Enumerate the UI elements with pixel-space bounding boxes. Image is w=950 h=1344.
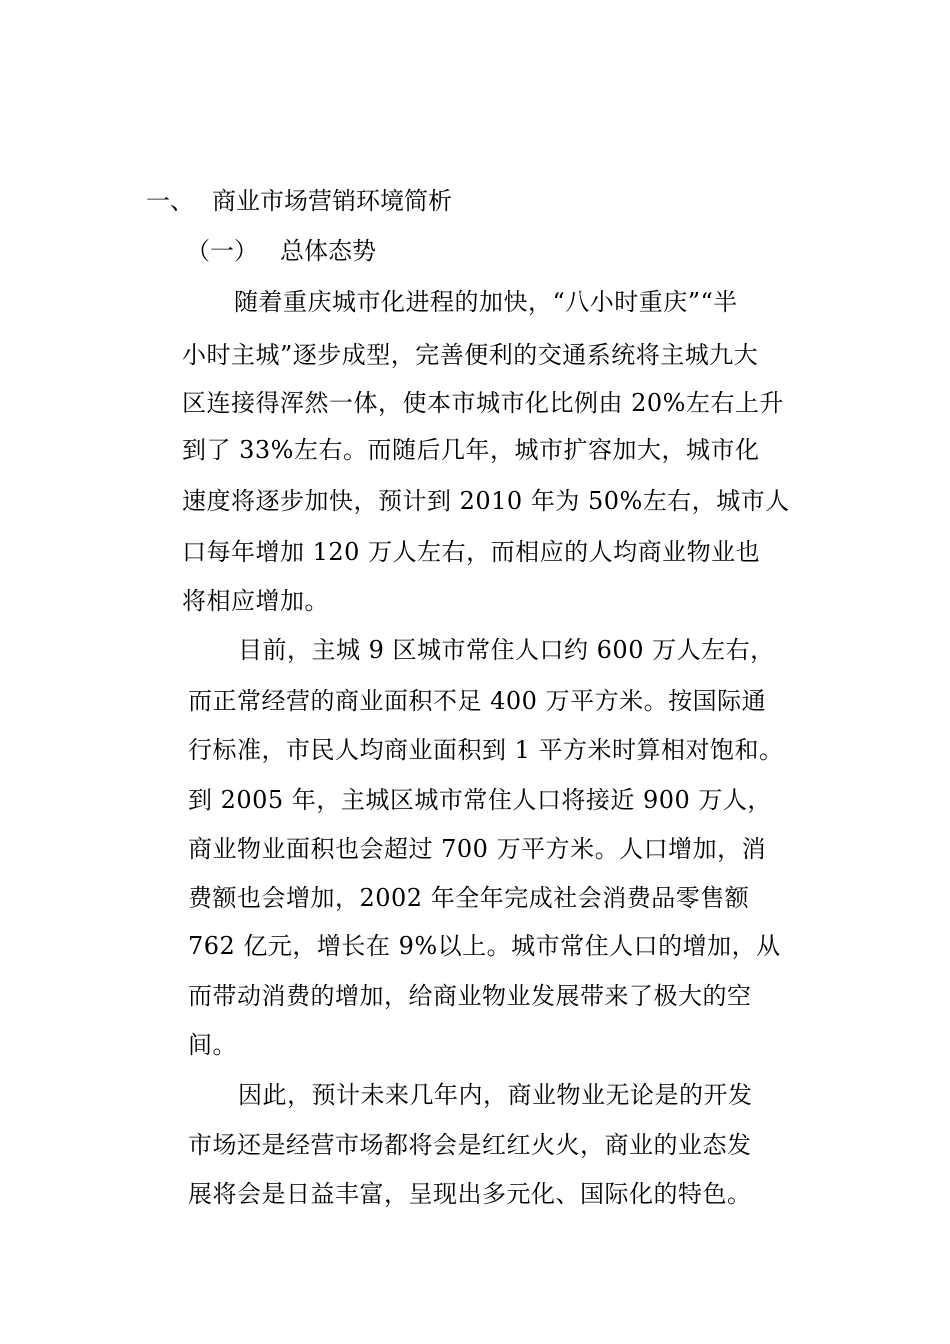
paragraph-line: 间。: [188, 1031, 237, 1059]
paragraph-line: 而带动消费的增加，给商业物业发展带来了极大的空: [188, 982, 752, 1010]
heading2-title: 总体态势: [280, 237, 376, 265]
paragraph-line: 小时主城”逐步成型，完善便利的交通系统将主城九大: [182, 341, 759, 369]
paragraph-line: 区连接得浑然一体，使本市城市化比例由 20%左右上升: [182, 389, 784, 417]
paragraph-line: 口每年增加 120 万人左右，而相应的人均商业物业也: [182, 538, 761, 566]
heading2-number: （一）: [186, 237, 258, 265]
paragraph-line: 随着重庆城市化进程的加快，“八小时重庆”“半: [234, 288, 738, 316]
paragraph-line: 目前，主城 9 区城市常住人口约 600 万人左右，: [238, 636, 775, 664]
heading1-title: 商业市场营销环境简析: [212, 187, 452, 215]
paragraph-line: 到了 33%左右。而随后几年，城市扩容加大，城市化: [182, 436, 760, 464]
paragraph-line: 商业物业面积也会超过 700 万平方米。人口增加，消: [188, 835, 767, 863]
heading1-number: 一、: [146, 187, 194, 215]
paragraph-line: 到 2005 年，主城区城市常住人口将接近 900 万人，: [188, 786, 772, 814]
paragraph-line: 而正常经营的商业面积不足 400 万平方米。按国际通: [188, 687, 767, 715]
paragraph-line: 费额也会增加，2002 年全年完成社会消费品零售额: [188, 884, 750, 912]
paragraph-line: 行标准，市民人均商业面积到 1 平方米时算相对饱和。: [188, 736, 784, 764]
paragraph-line: 市场还是经营市场都将会是红红火火，商业的业态发: [188, 1131, 752, 1159]
paragraph-line: 展将会是日益丰富，呈现出多元化、国际化的特色。: [188, 1180, 752, 1208]
paragraph-line: 因此，预计未来几年内，商业物业无论是的开发: [238, 1081, 753, 1109]
paragraph-line: 速度将逐步加快，预计到 2010 年为 50%左右，城市人: [182, 487, 790, 515]
paragraph-line: 762 亿元，增长在 9%以上。城市常住人口的增加，从: [188, 932, 781, 960]
paragraph-line: 将相应增加。: [182, 587, 329, 615]
